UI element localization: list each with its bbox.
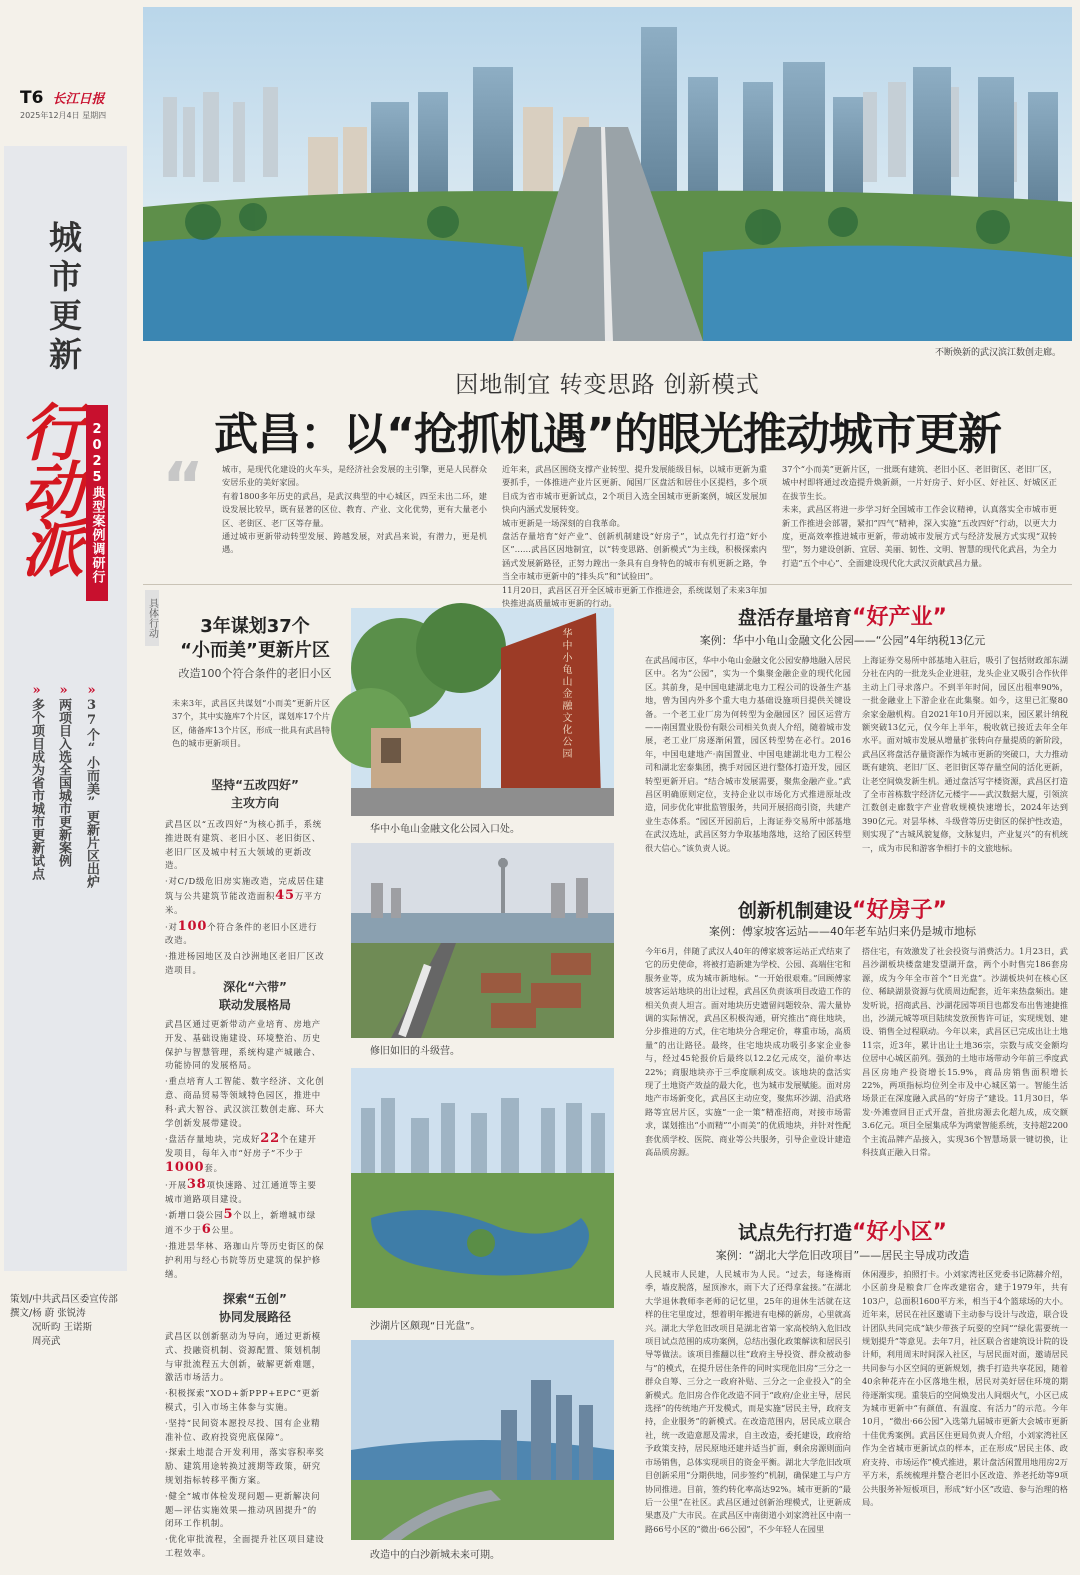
page-number: T6 [20, 88, 44, 108]
quote-icon: “ [162, 450, 205, 524]
side-sec3-title: 探索“五创” 协同发展路径 [218, 1292, 291, 1324]
article-2-title: 创新机制建设“好房子” [738, 898, 947, 923]
article-2-col-1: 今年6月，伴随了武汉人40年的傅家坡客运站正式结束了它的历史使命，将被打造新建为学校、公园、高端住宅和服务业等，成为城市新地标。“一开始很艰难。”回顾傅家坡客运站地块的出让过程，武昌区负责该项目改造工作的相关负责人坦言。面对地块历史遗留问题较杂、需大量协调的实际情况，武昌区积极沟通，研究推出“商住地块，分步推进的方式，住宅地块分合理定价，尊重市场，高质量”的出让路径。最终，住宅地块成功吸引多家企业参与，经过45轮报价后最终以12.2亿元成交，溢价率达22%；商服地块亦于三季度顺利成交。该地块的盘活实现了土地资产效益的最大化，也为城市发展赋能。面对房地产市场新变化，武昌区主动应变，聚焦环沙湖、沿武珞路等宜居片区，实施“一企一策”精准招商，对接市场需求，谋划推出“小而精”“小而美”的优质地块，并针对性配套优质学校、医院、商业等公共服务，引导企业设计建造高品质房源。 [645, 946, 851, 1158]
photo-old-street [351, 843, 614, 1038]
keypoint-1: »37个“小而美”更新片区出炉 [84, 683, 99, 888]
side-sec3-body: 武昌区以创新驱动为导向，通过更新模式、投融资机制、资源配置、策划机制与审批流程五大创新，破解更新难题，激活市场活力。 ·积极探索“XOD+新PPP+EPC”更新模式，引入市场主体参与实施。 ·坚持“民间资本愿投尽投、国有企业精准补位、政府投资兜底保障”。 ·探索土地混合开发利用，落实容积率奖励、建筑用途转换过渡期等政策，研究规划指标转移平衡方案。 ·健全“城市体检发现问题—更新解决问题—评估实施效果—推动巩固提升”的闭环工作机制。 ·优化审批流程，全面提升社区项目建设工程效率。 [165, 1331, 325, 1558]
article-1-col-1: 在武昌闻市区，华中小龟山金融文化公园安静地融入居民区中。名为“公园”，实为一个集聚金融企业的现代化园区。其前身，是中国电建湖北电力工程公司的设备生产基地，曾为国内外多个重大电力基础设施项目提供关键设备。一个老工业厂房为何转型为金融园区？园区运营方——南国置业股份有限公司相关负责人介绍，随着城市发展，老工业厂房逐渐闲置，园区转型势在必行。2016年，中国电建地产·南国置业、中国电建湖北电力工程公司和湖北宏泰集团，携手对园区进行整体打造开发，园区转型更新开启。“结合城市发展需要，聚焦金融产业。”武昌区明确原则定位，支持企业以市场化方式推进原址改造，同步优化审批监管服务，共同开展招商引资，共建产业生态体系。“园区开园前后，上海证券交易所中部基地在武汉选址，武昌区努力争取基地落地，这给了园区转型很大信心。”该负责人说。 [645, 655, 851, 853]
lead-col-1: 城市，是现代化建设的火车头，是经济社会发展的主引擎，更是人民群众安居乐业的美好家园。 有着1800多年历史的武昌，是武汉典型的中心城区，四至未出二环，建设发展比较早，既有显著的区位、教育、产业、文化优势，更有大量老小区、老街区、老厂区等存量。 通过城市更新带动转型发展、跨越发展，对武昌来说，有潜力，更是机遇。 [222, 464, 487, 555]
photo-lake-district [351, 1068, 614, 1308]
photo-new-town [351, 1340, 614, 1540]
lead-col-2: 近年来，武昌区围绕支撑产业转型、提升发展能级目标，以城市更新为重要抓手，一体推进产业片区更新、闻国厂区盘活和居住小区提档，多个项目成为省市城市更新试点，2个项目入选全国城市更新案例，城区发展加快向内涵式发展转变。 城市更新是一场深刻的自我革命。 盘活存量培育“好产业”、创新机制建设“好房子”，试点先行打造“好小区”……武昌区因地制宜，以“转变思路、创新模式”为主线，积极探索内涵式发展新路径，正努力蹚出一条具有自身特色的城市有机更新之路，争当全市城市更新中的“排头兵”和“试验田”。 11月20日，武昌区召开全区城市更新工作推进会，系统谋划了未来3年加快推进高质量城市更新的行动。 [502, 464, 767, 609]
chevron-down-icon: » [84, 683, 99, 698]
photo-caption-1: 华中小龟山金融文化公园入口处。 [370, 824, 520, 835]
side-sec1-title: 坚持“五改四好” 主攻方向 [211, 778, 299, 810]
chevron-down-icon: » [56, 683, 71, 698]
keypoint-3: »多个项目成为省市城市更新试点 [29, 683, 44, 880]
side-intro: 未来3年，武昌区共谋划“小而美”更新片区37个，其中实施库7个片区，谋划库17个片区，储备库13个片区，形成一批具有武昌特色的城市更新项目。 [172, 698, 330, 749]
article-2-case: 案例：傅家坡客运站——40年老车站归来仍是城市地标 [709, 925, 976, 938]
side-sec1-body: 武昌区以“五改四好”为核心抓手，系统推进既有建筑、老旧小区、老旧街区、老旧厂区及城中村五大领域的更新改造。 ·对C/D级危旧房实施改造，完成居住建筑与公共建筑节能改造面积45万平方米。 ·对100个符合条件的老旧小区进行改造。 ·推进杨园地区及白沙洲地区老旧厂区改造项目。 [165, 819, 325, 975]
article-3-title: 试点先行打造“好小区” [738, 1220, 947, 1245]
side-title-2: “小而美”更新片区 [180, 640, 330, 661]
park-sign-text: 华中小龟山金融文化公园 [560, 628, 571, 760]
hero-caption: 不断焕新的武汉滨江数创走廊。 [935, 348, 1062, 358]
lead-col-3: 37个“小而美”更新片区，一批既有建筑、老旧小区、老旧街区、老旧厂区，城中村即将通过改造提升焕新颜，一片好房子、好小区、好社区、好城区正在拔节生长。 未来，武昌区将进一步学习好全国城市工作会议精神，认真落实全市城市更新工作推进会部署，紧扣“四气”精神，深入实施“五改四好”行动，以更大力度，更高效率推进城市更新，带动城市发展方式与经济发展方式实现“双转型”，努力建设创新、宜居、美丽、韧性、文明、智慧的现代化武昌，为全力打造“五个中心”、全面建设现代化大武汉贡献武昌力量。 [782, 464, 1057, 568]
keypoints [28, 683, 108, 943]
credits: 策划/中共武昌区委宣传部 撰文/杨 蔚 张锐涛 况昕昀 王诺斯 周亮武 [10, 1294, 118, 1347]
article-1-col-2: 上海证券交易所中部基地入驻后，吸引了包括财政部东湖分社在内的一批龙头企业进驻，龙头企业又吸引合作伙伴主动上门寻求落户。不到半年时间，园区出租率90%，一批金融业上下游企业在此集聚。如今，这里已汇聚80余家金融机构。自2021年10月开园以来，园区累计纳税额突破13亿元，仅今年上半年，税收就已接近去年全年水平。面对城市发展从增量扩张转向存量提质的新阶段，武昌区将盘活存量资源作为城市更新的突破口，大力推动既有建筑、老旧厂区、老旧街区等存量空间的活化更新，让老空间焕发新生机。通过盘活写字楼资源，武昌区打造了全市首栋数字经济亿元楼宇——武汉数据大厦，引领滨江数创走廊数字产业营收规模快速增长，2024年达到390亿元。对昙华林、斗级营等历史街区的保护性改造，则实现了“古城风貌复修，文脉复归，产业复兴”的有机统一，成为市民和游客争相打卡的文旅地标。 [862, 655, 1068, 853]
article-3-col-2: 休闲漫步，拍照打卡。小刘家湾社区党委书记陈赫介绍，小区前身是粮食厂仓库改建宿舍，建于1979年，共有103户，总面积1600平方米，相当于4个篮球场的大小。近年来，居民在社区邀请下主动参与设计与改造，联合设计团队共同完成“缺少带孩子玩耍的空间”“绿化需要统一规划提升”等意见。去年7月，社区联合省建筑设计院的设计师，利用周末时间深入社区，与居民面对面，邀请居民共同参与小区空间的更新规划，携手打造共享花园，随着40余种花卉在小区落地生根，居民对美好居住环境的期待逐渐实现。重装后的空间焕发出人间烟火气，小区已成为城市更新中“有颜值、有温度、有活力”的示范。今年10月，“微出·66公园”入选第九届城市更新大会城市更新十佳优秀案例。武昌区住更局负责人介绍，小刘家湾社区作为全省城市更新试点的样本，正在形成“居民主体、政府支持、市场运作”模式推进，累计盘活闲置用地用房2万平方米，系统梳理并整合老旧小区改造、养老托幼等9项公共服务补短板项目，形成“好小区”改造、参与治理的格局。 [862, 1269, 1068, 1507]
column-title-top: 城市更新 [44, 220, 83, 376]
side-title-1: 3年谋划37个 [200, 616, 310, 637]
column-title-main: 行动派 [11, 400, 84, 574]
side-tag: 具体行动 [145, 590, 159, 646]
hero-photo [143, 7, 1072, 341]
chevron-down-icon: » [29, 683, 44, 698]
paper-name: 长江日报 [52, 92, 105, 107]
keypoint-2: »两项目入选全国城市更新案例 [56, 683, 71, 867]
column-series-band: 2025典型案例调研行 [86, 405, 108, 601]
divider [143, 584, 1072, 585]
masthead [20, 88, 130, 121]
article-2-col-2: 搭住宅，有效激发了社会投资与消费活力。1月23日，武昌沙湖板块楼盘建发望湖开盘，两个小时售完186套房源，成为今年全市首个“日光盘”。沙湖板块何在核心区位、稀缺湖景资源与优质周边配套，近年来热盘频出。建发听说，招商武昌、沙湖花园等项目也都发布出售速捷推出，沙湖元城等项目陆续发放预售许可证，实现规划、建设、销售全过程联动。今年以来，武昌区已完成出让土地11宗，近3年，累计出让土地36宗，宗数与成交金额均位居中心城区前列。强劲的土地市场带动今年前三季度武昌区房地产投资增长15.9%，商品房销售面积增长22%，两项指标均位列全市及中心城区第一。智能生活场景正在深度融入武昌的“好房子”建设。11月30日，华发·外滩壹回目正式开盘，首批房源去化超九成，成交额3.6亿元。项目全屋集成华为鸿蒙智能系统，支持超2200个主流品牌产品接入，实现36个智慧场景一键切换，让科技真正融入日常。 [862, 946, 1068, 1158]
side-sec2-body: 武昌区通过更新带动产业培育、房地产开发、基础设施建设、环境整治、历史保护与智慧管理，系统构建产城融合、功能协同的发展格局。 ·重点培育人工智能、数字经济、文化创意、商品贸易等领域特色园区，推进中科·武大智谷、武汉滨江数创走廊、环大学创新发展带建设。 ·盘活存量地块，完成好22个在建开发项目，每年入市“好房子”不少于1000套。 ·开展38项快速路、过江通道等主要城市道路项目建设。 ·新增口袋公园5个以上，新增城市绿道不少于6公里。 ·推进昙华林、珞珈山片等历史街区的保护利用与经心书院等历史建筑的保护修缮。 [165, 1019, 325, 1279]
page-date: 2025年12月4日 星期四 [20, 111, 107, 120]
headline-kicker: 因地制宜 转变思路 创新模式 [455, 372, 760, 398]
side-subtitle: 改造100个符合条件的老旧小区 [178, 667, 332, 680]
photo-caption-2: 修旧如旧的斗级营。 [370, 1046, 460, 1057]
article-1-title: 盘活存量培育“好产业” [738, 605, 947, 630]
article-1-case: 案例：华中小龟山金融文化公园——“公园”4年纳税13亿元 [699, 634, 986, 647]
photo-caption-3: 沙湖片区颇现“日光盘”。 [370, 1321, 481, 1332]
photo-park-entrance [351, 608, 614, 816]
article-3-col-1: 人民城市人民建，人民城市为人民。“过去，每逢梅雨季，墙皮脱落，屋顶渗水，雨下大了还得拿盆接。”在湖北大学退休教师李老师的记忆里，25年的退休生活就在这样的住宅里度过，想着明年搬进有电梯的新房，心里就高兴。湖北大学危旧改项目是湖北省第一家高校纳入危旧改项目试点范围的成功案例，总结出强化政策解读和居民引导等做法。该项目推翻以往“政府主导投资、群众被动参与”的模式，在提升居住条件的同时实现危旧房“三分之一群众自筹、三分之一政府补贴、三分之一企业投入”的全新模式。危旧房合作化改造不同于“政府/企业主导，居民选择”的传统地产开发模式，而是实施“居民主导，政府支持，企业服务”的新模式。在改造范围内，居民成立联合社，统一改造意愿及需求，自主改造，委托建设，政府给予政策支持，居民原地还建并适当扩面，剩余房源则面向市场销售，总体实现项目的资金平衡。湖北大学危旧改项目创新采用“分期供地，同步签约”机制，确保建工与户方协同推进。目前，签约转化率高达92%。城市更新的“最后一公里”在社区。武昌区通过创新治理模式，让更新成果惠及广大市民。在武昌区中南街道小刘家湾社区中南一路66号小区的“微出·66公园”，不少年轻人在园里 [645, 1269, 851, 1534]
article-3-case: 案例：“湖北大学危旧改项目”——居民主导成功改造 [715, 1249, 970, 1262]
side-sec2-title: 深化“六带” 联动发展格局 [218, 980, 291, 1012]
headline-main: 武昌：以“抢抓机遇”的眼光推动城市更新 [214, 409, 1001, 460]
photo-caption-4: 改造中的白沙新城未来可期。 [370, 1550, 500, 1561]
